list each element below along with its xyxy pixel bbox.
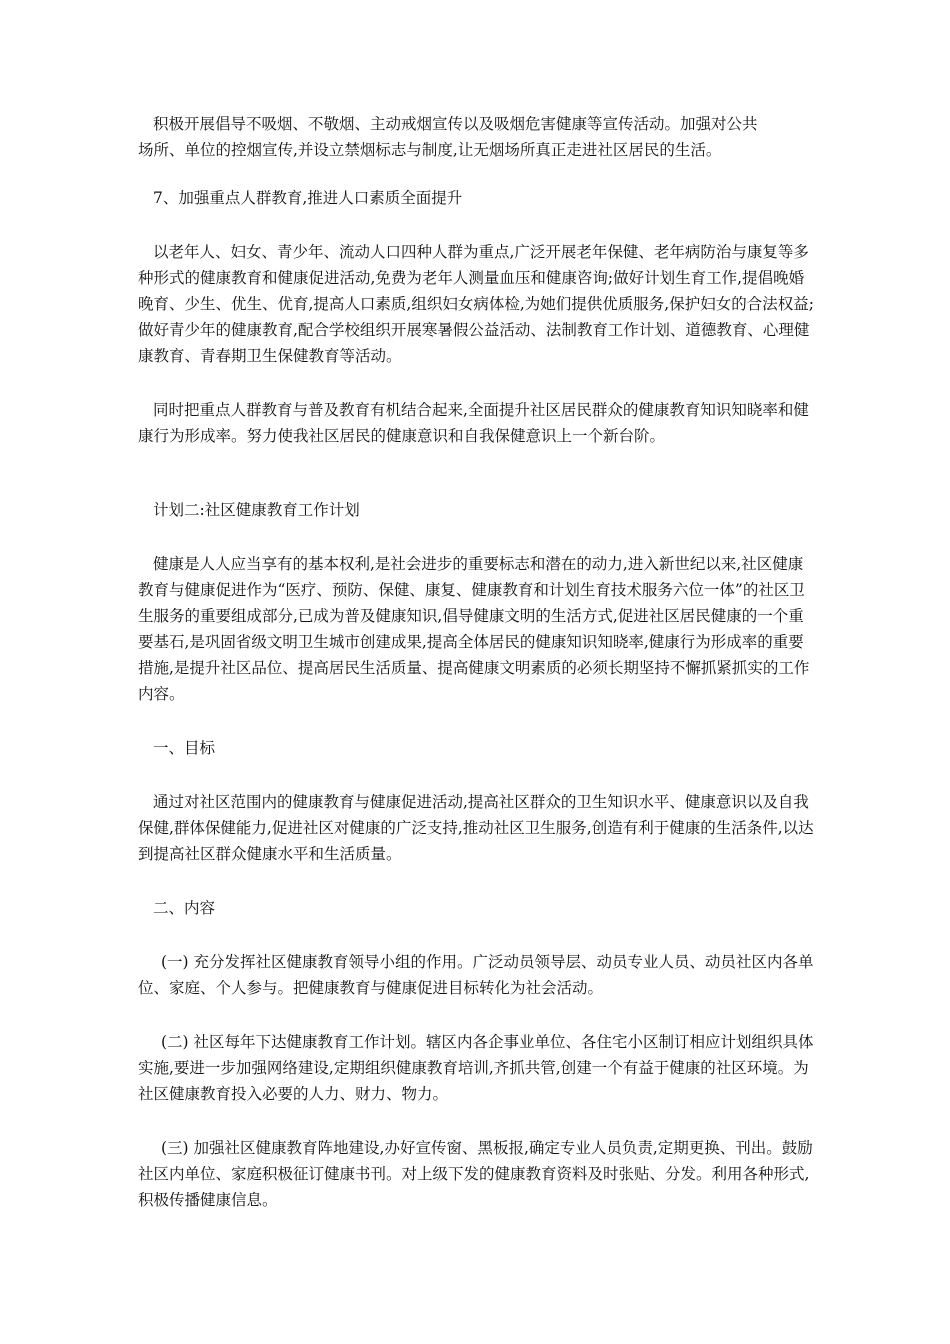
heading-plan-two: 计划二:社区健康教育工作计划 (153, 501, 360, 519)
heading-content: 二、内容 (153, 899, 216, 917)
paragraph-content-item-1: (一) 充分发挥社区健康教育领导小组的作用。广泛动员领导层、动员专业人员、动员社区内各单位、家庭、个人参与。把健康教育与健康促进目标转化为社会活动。 (138, 953, 814, 997)
paragraph-key-groups: 以老年人、妇女、青少年、流动人口四种人群为重点,广泛开展老年保健、老年病防治与康复等多种形式的健康教育和健康促进活动,免费为老年人测量血压和健康咨询;做好计划生育工作,提倡晚婚晚育、少生、优生、优育,提高人口素质,组织妇女病体检,为她们提供优质服务,保护妇女的合法权益;做好青少年的健康教育,配合学校组织开展寒暑假公益活动、法制教育工作计划、道德教育、心理健康教育、青春期卫生保健教育等活动。 (138, 243, 814, 365)
paragraph-combine-education: 同时把重点人群教育与普及教育有机结合起来,全面提升社区居民群众的健康教育知识知晓率和健康行为形成率。努力使我社区居民的健康意识和自我保健意识上一个新台阶。 (138, 401, 809, 445)
paragraph-health-rights: 健康是人人应当享有的基本权利,是社会进步的重要标志和潜在的动力,进入新世纪以来,社区健康教育与健康促进作为“医疗、预防、保健、康复、健康教育和计划生育技术服务六位一体”的社区卫生服务的重要组成部分,已成为普及健康知识,倡导健康文明的生活方式,促进社区居民健康的一个重要基石,是巩固省级文明卫生城市创建成果,提高全体居民的健康知识知晓率,健康行为形成率的重要措施,是提升社区品位、提高居民生活质量、提高健康文明素质的必须长期坚持不懈抓紧抓实的工作内容。 (138, 555, 810, 703)
heading-key-groups: 7、加强重点人群教育,推进人口素质全面提升 (153, 189, 463, 207)
document-page (138, 111, 818, 1213)
paragraph-content-item-2: (二) 社区每年下达健康教育工作计划。辖区内各企事业单位、各住宅小区制订相应计划组织具体实施,要进一步加强网络建设,定期组织健康教育培训,齐抓共管,创建一个有益于健康的社区环境。为社区健康教育投入必要的人力、财力、物力。 (138, 1033, 814, 1103)
paragraph-goals: 通过对社区范围内的健康教育与健康促进活动,提高社区群众的卫生知识水平、健康意识以及自我保健,群体保健能力,促进社区对健康的广泛支持,推动社区卫生服务,创造有利于健康的生活条件,以达到提高社区群众健康水平和生活质量。 (138, 793, 814, 863)
paragraph-smoking-control: 积极开展倡导不吸烟、不敬烟、主动戒烟宣传以及吸烟危害健康等宣传活动。加强对公共 场所、单位的控烟宣传,并设立禁烟标志与制度,让无烟场所真正走进社区居民的生活。 (138, 115, 758, 159)
heading-goals: 一、目标 (153, 739, 216, 757)
paragraph-content-item-3: (三) 加强社区健康教育阵地建设,办好宣传窗、黑板报,确定专业人员负责,定期更换、刊出。鼓励社区内单位、家庭积极征订健康书刊。对上级下发的健康教育资料及时张贴、分发。利用各种形式,积极传播健康信息。 (138, 1139, 813, 1209)
